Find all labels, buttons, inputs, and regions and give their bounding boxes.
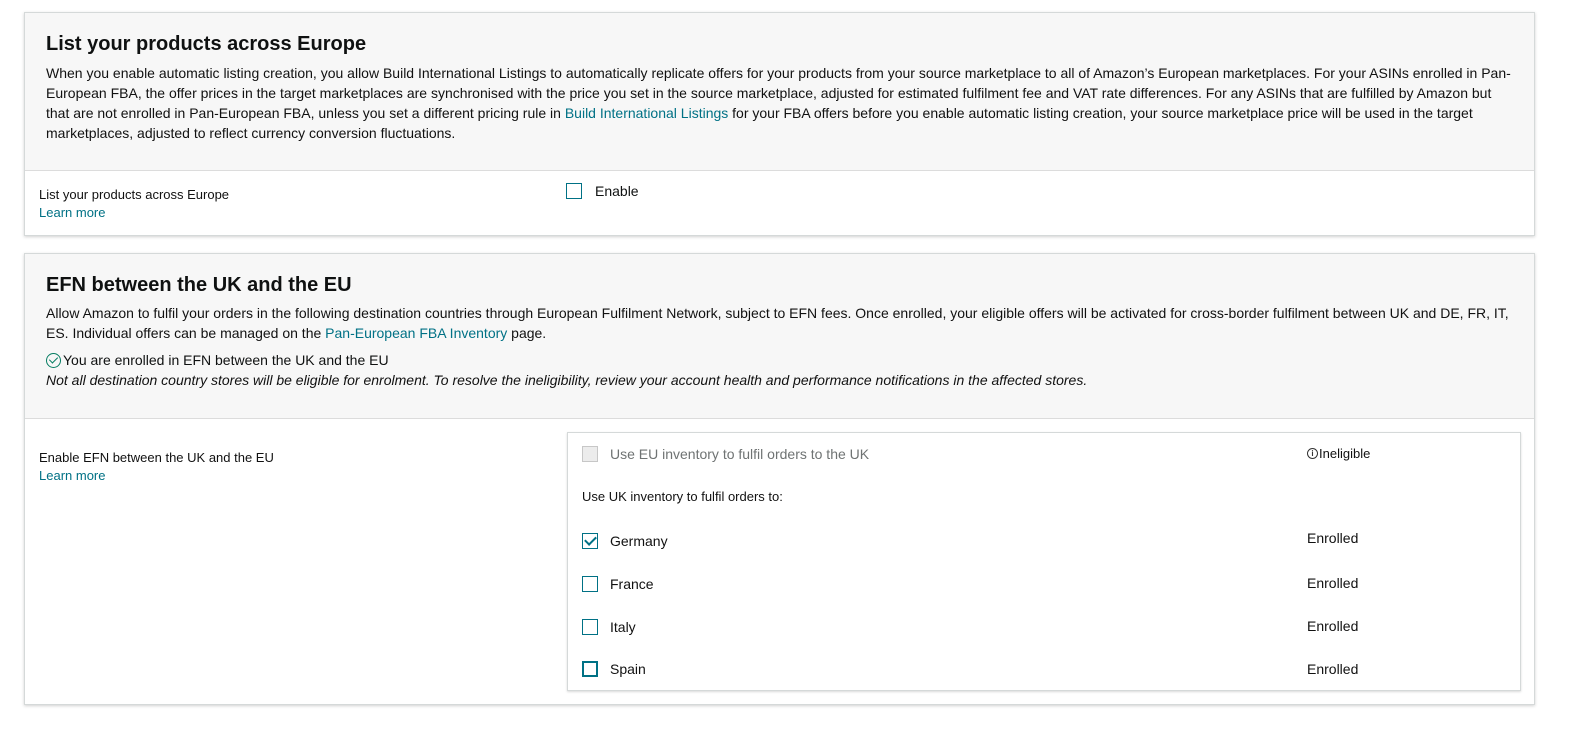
eu-inventory-option [582,446,869,462]
country-option-italy[interactable] [582,619,636,635]
learn-more-link[interactable]: Learn more [39,468,106,483]
ineligible-status [1307,446,1370,461]
build-international-listings-link[interactable]: Build International Listings [564,105,729,121]
country-option-germany[interactable] [582,533,668,549]
card-header [25,254,1534,419]
enable-checkbox[interactable] [566,183,582,199]
enrolment-status-text: You are enrolled in EFN between the UK and the EU [63,352,389,368]
eu-inventory-checkbox [582,446,598,462]
section-title: EFN between the UK and the EU [46,274,352,296]
country-label: Spain [610,661,646,677]
setting-label-text: List your products across Europe [39,187,230,202]
efn-options-panel [567,432,1521,691]
list-across-europe-card [24,12,1535,236]
efn-card [24,253,1535,705]
enable-label: Enable [595,183,639,199]
section-description [46,63,1513,143]
eligibility-note: Not all destination country stores will be eligible for enrolment. To resolve the ineligibility, review your account health and performance notifications in the affected stores. [46,372,1088,388]
enable-option[interactable] [566,183,639,199]
card-header [25,13,1534,171]
section-description [46,303,1513,343]
description-text: Allow Amazon to fulfil your orders in the following destination countries through European Fulfilment Network, subject to EFN fees. Once enrolled, your eligible offers will be activated for cross-border fulfilment between UK and DE, FR, IT, ES. Individual offers can be managed on the [46,305,1509,341]
pan-european-fba-inventory-link[interactable]: Pan-European FBA Inventory [325,325,508,341]
country-option-spain[interactable] [582,661,646,677]
country-status: Enrolled [1307,530,1359,546]
enrolment-status [46,350,1513,370]
setting-label [39,449,274,485]
setting-label [39,186,229,222]
italy-checkbox[interactable] [582,619,598,635]
description-text-end: page. [507,325,547,341]
country-label: Germany [610,533,668,549]
check-circle-icon [46,353,61,368]
germany-checkbox[interactable] [582,533,598,549]
country-label: France [610,576,654,592]
section-title: List your products across Europe [46,33,367,55]
eu-inventory-label: Use EU inventory to fulfil orders to the UK [610,446,870,462]
spain-checkbox[interactable] [582,661,598,677]
ineligible-text: Ineligible [1319,446,1371,461]
country-status: Enrolled [1307,661,1359,677]
country-option-france[interactable] [582,576,654,592]
description-text: When you enable automatic listing creation, you allow Build International Listings to automatically replicate offers for your products from your source marketplace to all of Amazon’s European marketplaces. For your ASINs enrolled in Pan-European FBA, the offer prices in the target marketplaces are synchronised with the price you set in the source marketplace, adjusted for estimated fulfilment fee and VAT rate differences. For any ASINs that are fulfilled by Amazon but that are not enrolled in Pan-European FBA, unless you set a different pricing rule in [46,65,1511,121]
country-status: Enrolled [1307,618,1359,634]
france-checkbox[interactable] [582,576,598,592]
learn-more-link[interactable]: Learn more [39,205,106,220]
country-label: Italy [610,619,636,635]
description-text-end: for your FBA offers before you enable automatic listing creation, your source marketplace price will be used in the target marketplaces, adjusted to reflect currency conversion fluctuations. [46,105,1473,141]
setting-label-text: Enable EFN between the UK and the EU [39,450,274,465]
country-status: Enrolled [1307,575,1359,591]
info-icon[interactable]: i [1307,448,1318,459]
uk-inventory-heading: Use UK inventory to fulfil orders to: [582,489,783,504]
